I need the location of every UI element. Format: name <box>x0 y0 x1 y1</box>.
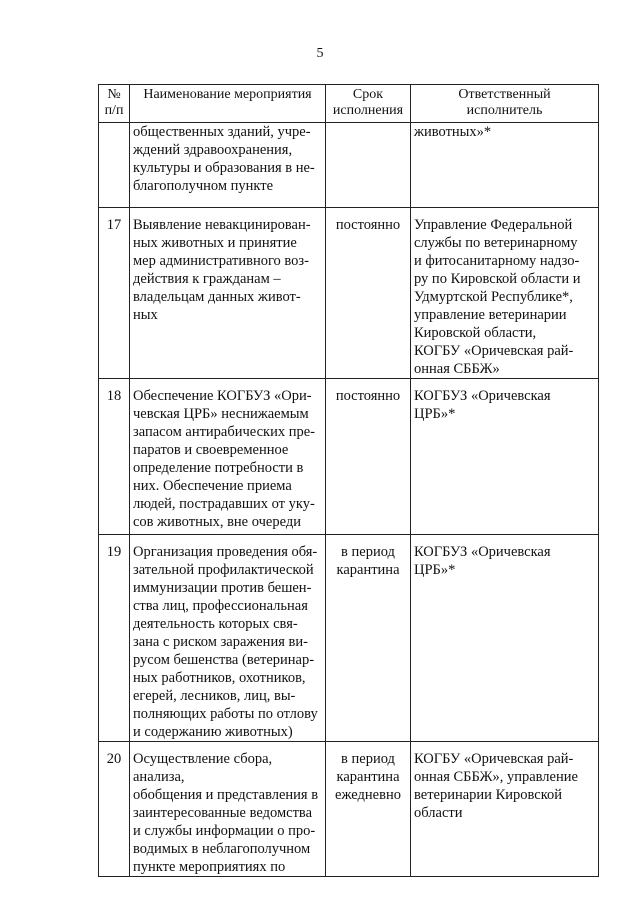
table-row <box>99 535 599 742</box>
row-num: 17 <box>99 208 130 379</box>
table-row <box>99 742 599 877</box>
page-number: 5 <box>316 46 324 61</box>
table-header-row <box>99 85 599 123</box>
row-name: Обеспечение КОГБУЗ «Ори- чевская ЦРБ» неснижаемым запасом антирабических пре- паратов и своевременное определение потребности в них. Обеспечение приема людей, пострадавших от уку- сов животных, вне очереди <box>130 379 326 535</box>
header-num: № п/п <box>99 85 130 123</box>
row-num <box>99 123 130 208</box>
row-num: 18 <box>99 379 130 535</box>
row-num: 19 <box>99 535 130 742</box>
measures-table <box>98 84 599 877</box>
table-row <box>99 379 599 535</box>
row-deadline <box>326 123 411 208</box>
table-row <box>99 123 599 208</box>
row-name: общественных зданий, учре- ждений здравоохранения, культуры и образования в не- благополучном пункте <box>130 123 326 208</box>
header-responsible: Ответственный исполнитель <box>411 85 599 123</box>
row-num: 20 <box>99 742 130 877</box>
row-deadline: постоянно <box>326 379 411 535</box>
row-responsible: КОГБУЗ «Оричевская ЦРБ»* <box>411 379 599 535</box>
row-responsible: КОГБУЗ «Оричевская ЦРБ»* <box>411 535 599 742</box>
row-name: Осуществление сбора, анализа, обобщения и представления в заинтересованные ведомства и службы информации о про- водимых в неблагополучном пункте мероприятиях по <box>130 742 326 877</box>
row-deadline: постоянно <box>326 208 411 379</box>
header-name: Наименование мероприятия <box>130 85 326 123</box>
table-row <box>99 208 599 379</box>
row-deadline: в период карантина <box>326 535 411 742</box>
header-deadline: Срок исполнения <box>326 85 411 123</box>
row-responsible: КОГБУ «Оричевская рай- онная СББЖ», управление ветеринарии Кировской области <box>411 742 599 877</box>
row-name: Выявление невакцинирован- ных животных и принятие мер административного воз- действия к гражданам – владельцам данных живот- ных <box>130 208 326 379</box>
row-responsible: Управление Федеральной службы по ветеринарному и фитосанитарному надзо- ру по Кировской области и Удмуртской Республике*, управление ветеринарии Кировской области, КОГБУ «Оричевская рай- онная СББЖ» <box>411 208 599 379</box>
row-responsible: животных»* <box>411 123 599 208</box>
row-deadline: в период карантина ежедневно <box>326 742 411 877</box>
row-name: Организация проведения обя- зательной профилактической иммунизации против бешен- ства лиц, профессиональная деятельность которых свя- зана с риском заражения ви- русом бешенства (ветеринар- ных работников, охотников, егерей, лесников, лиц, вы- полняющих работы по отлову и содержанию животных) <box>130 535 326 742</box>
